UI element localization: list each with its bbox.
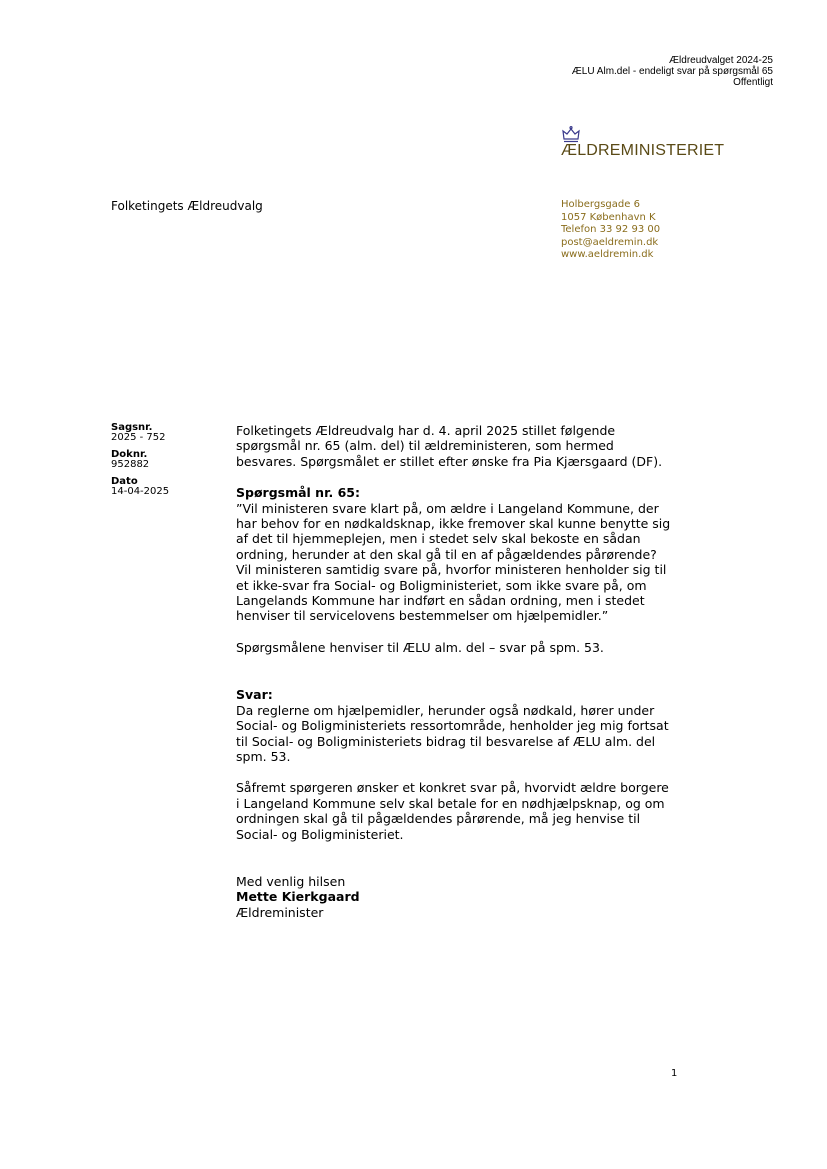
sagsnr-label: Sagsnr. — [111, 422, 153, 433]
text-line: Langelands Kommune har indført en sådan ordning, men i stedet — [236, 593, 645, 609]
doknr-value: 952882 — [111, 459, 150, 470]
recipient: Folketingets Ældreudvalg — [111, 199, 263, 213]
answer-paragraph-2 — [236, 780, 706, 842]
reference-note: Spørgsmålene henviser til ÆLU alm. del – svar på spm. 53. — [236, 639, 604, 655]
text-line: et ikke-svar fra Social- og Boligministeriet, som ikke svare på, om — [236, 577, 647, 593]
text-line: har behov for en nødkaldsknap, ikke fremover skal kunne benytte sig — [236, 516, 671, 532]
dato-label: Dato — [111, 476, 138, 487]
answer-heading: Svar: — [236, 687, 273, 703]
case-meta — [111, 423, 169, 504]
text-line: Da reglerne om hjælpemidler, herunder også nødkald, hører under — [236, 702, 655, 718]
reference-label: ÆLU Alm.del - endeligt svar på spørgsmål 65 — [571, 66, 773, 77]
text-line: til Social- og Boligministeriets bidrag til besvarelse af ÆLU alm. del — [236, 733, 656, 749]
dato-value: 14-04-2025 — [111, 486, 170, 497]
text-line: Social- og Boligministeriet. — [236, 826, 404, 842]
address-street: Holbergsgade 6 — [561, 199, 640, 210]
sagsnr-value: 2025 - 752 — [111, 432, 166, 443]
intro-paragraph — [236, 423, 706, 469]
page-number: 1 — [671, 1068, 678, 1079]
text-line: i Langeland Kommune selv skal betale for en nødhjælpsknap, og om — [236, 795, 665, 811]
text-line: Folketingets Ældreudvalg har d. 4. april 2025 stillet følgende — [236, 423, 616, 438]
text-line: ”Vil ministeren svare klart på, om ældre i Langeland Kommune, der — [236, 500, 659, 516]
text-line: spm. 53. — [236, 748, 291, 764]
text-line: besvares. Spørgsmålet er stillet efter ønske fra Pia Kjærsgaard (DF). — [236, 453, 663, 469]
text-line: af det til hjemmeplejen, men i stedet selv skal bekoste en sådan — [236, 531, 641, 547]
question-heading: Spørgsmål nr. 65: — [236, 485, 360, 501]
question-paragraph — [236, 501, 706, 624]
text-line: spørgsmål nr. 65 (alm. del) til ældreministeren, som hermed — [236, 438, 614, 454]
address-city: 1057 København K — [561, 211, 656, 223]
ministry-logo-text: ÆLDREMINISTERIET — [561, 142, 725, 159]
text-line: ordning, herunder at den skal gå til en af pågældendes pårørende? — [236, 546, 657, 562]
text-line: ordningen skal gå til pågældendes pårørende, må jeg henvise til — [236, 811, 641, 827]
address-email[interactable]: post@aeldremin.dk — [561, 236, 659, 248]
signer-name: Mette Kierkgaard — [236, 889, 360, 905]
closing: Med venlig hilsen — [236, 873, 346, 889]
sender-address — [561, 199, 660, 262]
signer-title: Ældreminister — [236, 904, 324, 920]
status-label: Offentligt — [733, 77, 773, 88]
answer-paragraph-1 — [236, 703, 706, 765]
address-phone: Telefon 33 92 93 00 — [561, 224, 661, 235]
text-line: Såfremt spørgeren ønsker et konkret svar på, hvorvidt ældre borgere — [236, 780, 669, 796]
text-line: henviser til servicelovens bestemmelser om hjælpemidler.” — [236, 608, 609, 624]
letter-body — [236, 423, 706, 920]
doknr-label: Doknr. — [111, 449, 148, 460]
committee-label: Ældreudvalget 2024-25 — [669, 55, 773, 66]
text-line: Vil ministeren samtidig svare på, hvorfor ministeren henholder sig til — [236, 562, 667, 578]
address-web[interactable]: www.aeldremin.dk — [561, 249, 654, 260]
text-line: Social- og Boligministeriets ressortområde, henholder jeg mig fortsat — [236, 718, 669, 734]
document-header — [572, 55, 773, 88]
